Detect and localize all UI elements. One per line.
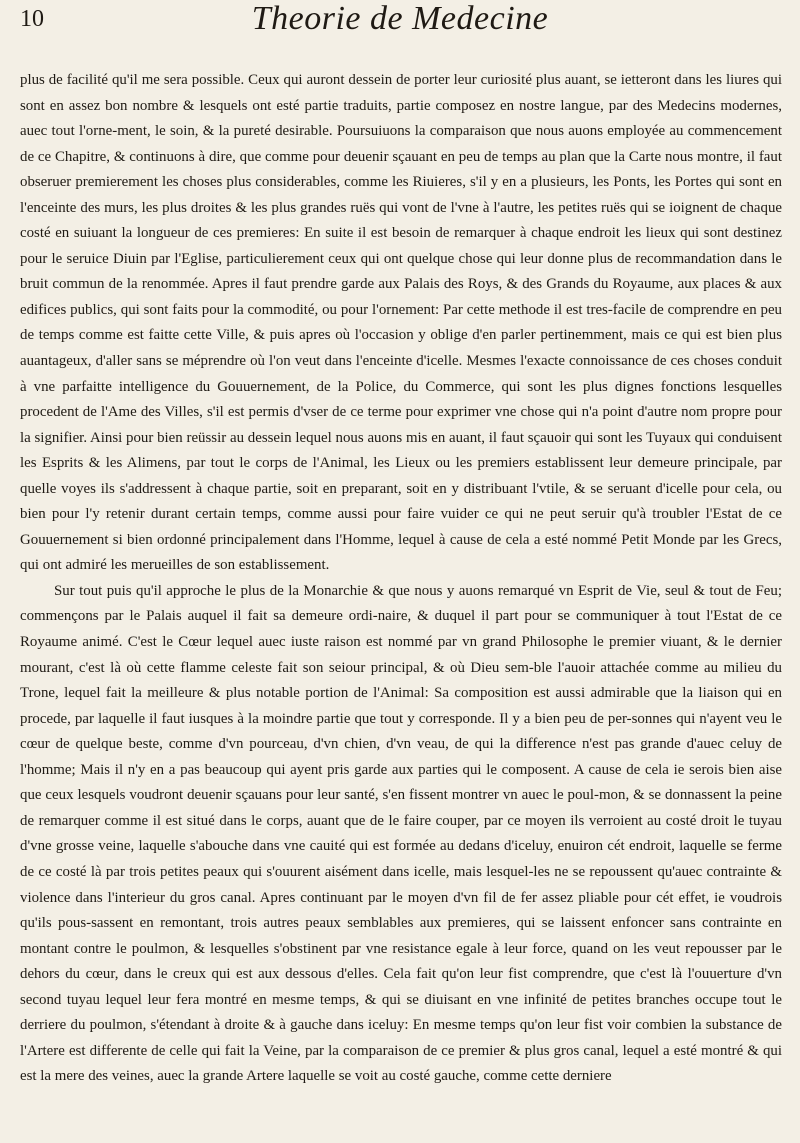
body-text [20,68,782,1090]
page-number: 10 [20,6,44,32]
paragraph-1: plus de facilité qu'il me sera possible. Ceux qui auront dessein de porter leur curiosité plus auant, se ietteront dans les liures qui sont en assez bon nombre & lesquels ont esté partie traduits, partie composez en nostre langue, par des Medecins modernes, auec tout l'orne-ment, le soin, & la pureté desirable. Poursuiuons la comparaison que nous auons employée au commencement de ce Chapitre, & continuons à dire, que comme pour deuenir sçauant en peu de temps au plan que la Carte nous montre, il faut obseruer premierement les choses plus considerables, comme les Riuieres, s'il y en a plusieurs, les Ponts, les Portes qui sont en l'enceinte des murs, les plus droites & les plus grandes ruës qui vont de l'vne à l'autre, les petites ruës qui se ioignent de chaque costé en suiuant la longueur de ces premieres: En suite il est besoin de remarquer à chaque endroit les lieux qui sont destinez pour le seruice Diuin par l'Eglise, particulierement ceux qui ont quelque chose qui leur donne plus de recommandation dans le bruit commun de la renommée. Apres il faut prendre garde aux Palais des Roys, & des Grands du Royaume, aux places & aux edifices publics, qui sont faits pour la commodité, ou pour l'ornement: Par cette methode il est tres-facile de comprendre en peu de temps comme est faitte cette Ville, & puis apres où l'occasion y oblige d'en parler pertinemment, mais ce qui est bien plus auantageux, d'aller sans se méprendre où l'on veut dans l'enceinte d'icelle. Mesmes l'exacte connoissance de ces choses conduit à vne parfaitte intelligence du Gouuernement, de la Police, du Commerce, qui sont les plus dignes fonctions lesquelles procedent de l'Ame des Villes, s'il est permis d'vser de ce terme pour exprimer vne chose qui n'a point d'autre nom propre pour la signifier. Ainsi pour bien reüssir au dessein lequel nous auons mis en auant, il faut sçauoir qui sont les Tuyaux qui conduisent les Esprits & les Alimens, par tout le corps de l'Animal, les Lieux ou les premiers establissent leur demeure principale, par quelle voyes ils s'addressent à chaque partie, soit en preparant, soit en y distribuant l'vtile, & se seruant d'icelle pour cela, ou bien pour l'y retenir durant certain temps, comme aussi pour faire vuider ce qui ne peut seruir qu'à troubler l'Estat de ce Gouuernement si bien ordonné principalement dans l'Homme, lequel à cause de cela a esté nommé Petit Monde par les Grecs, qui ont admiré les merueilles de son establissement. [20,72,782,574]
running-title: Theorie de Medecine [251,0,549,37]
paragraph-2: Sur tout puis qu'il approche le plus de la Monarchie & que nous y auons remarqué vn Esprit de Vie, seul & tout de Feu; commençons par le Palais auquel il fait sa demeure ordi-naire, & duquel il part pour se communiquer à tout l'Estat de ce Royaume animé. C'est le Cœur lequel auec iuste raison est nommé par vn grand Philosophe le premier viuant, & le dernier mourant, c'est là où cette flamme celeste fait son seiour principal, & où Dieu sem-ble l'auoir attachée comme au milieu du Trone, lequel fait la meilleure & plus notable portion de l'Animal: Sa composition est aussi admirable que la liaison qui en procede, par laquelle il faut iusques à la moindre partie que tout y corresponde. Il y a bien peu de per-sonnes qui n'ayent veu le cœur de quelque beste, comme d'vn pourceau, d'vn chien, d'vn veau, de qui la difference n'est pas grande d'auec celuy de l'homme; Mais il n'y en a pas beaucoup qui ayent pris garde aux parties qui le composent. A cause de cela ie serois bien aise que ceux lesquels voudront deuenir sçauans pour leur santé, s'en fissent montrer vn auec le poul-mon, & se donnassent la peine de remarquer comme il est situé dans le corps, auant que de le faire couper, par ce moyen ils verroient au costé droit le tuyau d'vne grosse veine, laquelle s'abouche dans vne cauité qui est formée au dedans d'iceluy, enuiron cét endroit, laquelle se ferme de ce costé là par trois petites peaux qui s'ouurent aisément dans icelle, mais lesquel-les ne se repoussent qu'auec contrainte & violence dans l'interieur du gros canal. Apres continuant par le moyen d'vn fil de fer assez pliable pour cét effet, ie voudrois qu'ils pous-sassent en remontant, trois autres peaux semblables aux premieres, qui se laissent enfoncer sans contrainte en montant contre le poulmon, & lesquelles s'obstinent par vne resistance egale à leur force, quand on les veut repousser par le dehors du cœur, dans le creux qui est aux dessous d'elles. Cela fait qu'on leur fist comprendre, que c'est là l'ouuerture d'vn second tuyau lequel leur fera montré en mesme temps, & qui se diuisant en vne infinité de petites branches occupe tout le derriere du poulmon, s'étendant à droite & à gauche dans iceluy: En mesme temps qu'on leur fist voir combien la substance de l'Artere est differente de celle qui fait la Veine, par la comparaison de ce premier & plus gros canal, lequel a esté montré & qui est la mere des veines, auec la grande Artere laquelle se voit au costé gauche, comme cette derniere [20,582,782,1085]
